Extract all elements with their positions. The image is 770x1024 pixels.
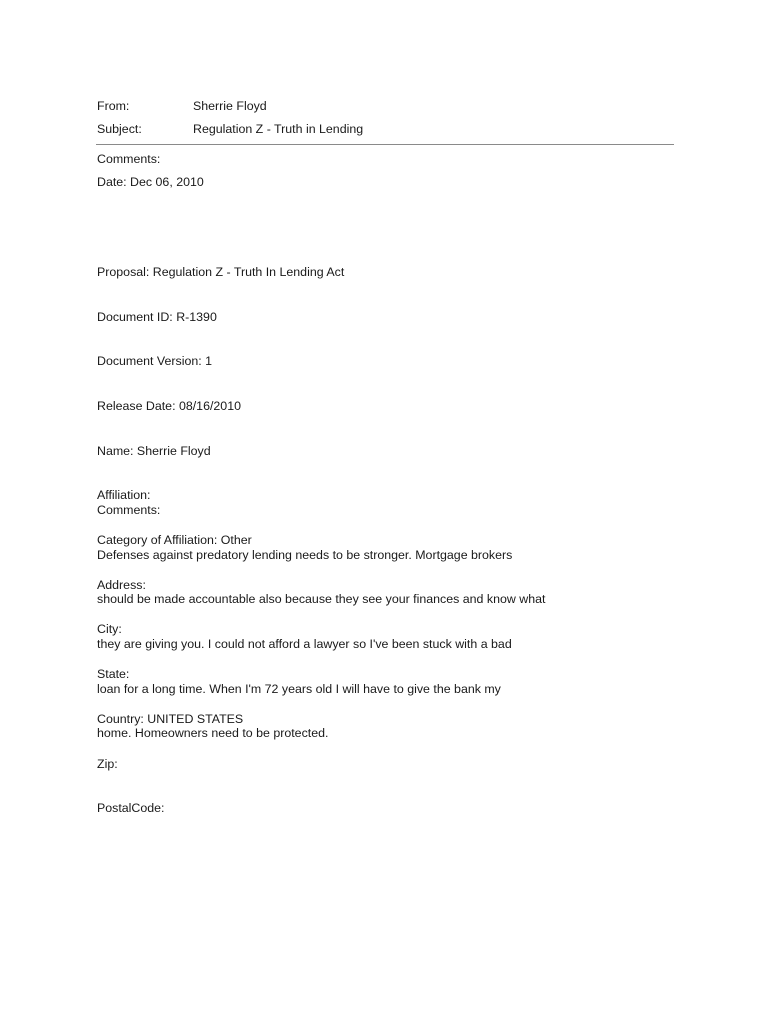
from-value: Sherrie Floyd — [193, 99, 267, 113]
detail-line-category: Category of Affiliation: Other — [97, 533, 252, 548]
header-divider — [96, 144, 674, 145]
date-line: Date: Dec 06, 2010 — [97, 175, 204, 189]
comment-line: should be made accountable also because they see your finances and know what — [97, 592, 546, 607]
comment-line: Defenses against predatory lending needs to be stronger. Mortgage brokers — [97, 547, 513, 562]
detail-line-document-version: Document Version: 1 — [97, 354, 213, 369]
from-row — [97, 99, 267, 114]
comment-line: they are giving you. I could not afford a lawyer so I've been stuck with a bad — [97, 636, 512, 651]
detail-line-proposal: Proposal: Regulation Z - Truth In Lending Act — [97, 264, 345, 279]
detail-line-affiliation: Affiliation: — [97, 488, 151, 503]
comments-label: Comments: — [97, 502, 161, 517]
subject-label: Subject: — [97, 122, 142, 136]
subject-value: Regulation Z - Truth in Lending — [193, 122, 364, 136]
detail-line-document-id: Document ID: R-1390 — [97, 309, 217, 324]
comment-line: loan for a long time. When I'm 72 years old I will have to give the bank my — [97, 681, 501, 696]
detail-line-country: Country: UNITED STATES — [97, 711, 244, 726]
comment-line: home. Homeowners need to be protected. — [97, 726, 329, 741]
comments-section — [97, 473, 545, 756]
subject-row — [97, 122, 363, 137]
detail-line-release-date: Release Date: 08/16/2010 — [97, 398, 241, 413]
detail-line-address: Address: — [97, 577, 146, 592]
from-label: From: — [97, 99, 130, 113]
comments-header-label: Comments: — [97, 152, 161, 166]
detail-line-postal-code: PostalCode: — [97, 801, 165, 816]
detail-line-state: State: — [97, 667, 130, 682]
detail-line-zip: Zip: — [97, 756, 118, 771]
detail-line-city: City: — [97, 622, 122, 637]
detail-line-name: Name: Sherrie Floyd — [97, 443, 211, 458]
